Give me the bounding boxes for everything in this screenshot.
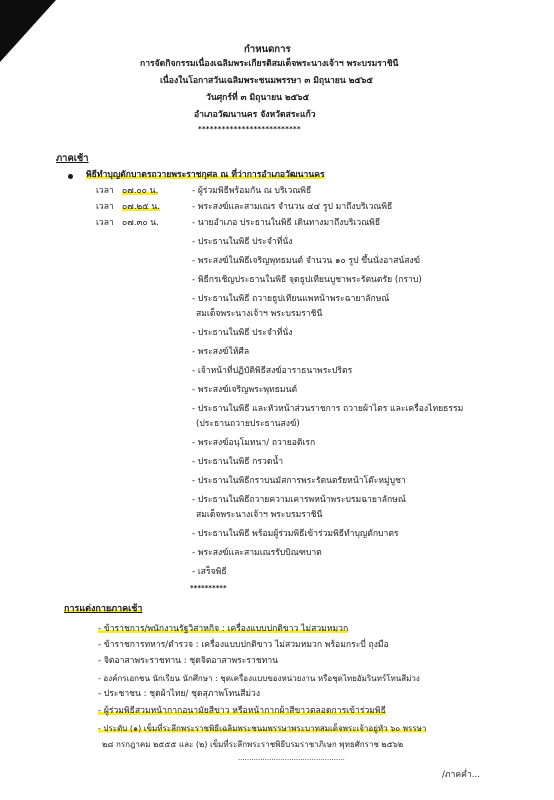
doc-subtitle-2: เนื่องในโอกาสวันเฉลิมพระชนมพรรษา ๓ มิถุนายน ๒๕๖๕ <box>160 76 373 86</box>
event-title-text: พิธีทำบุญตักบาตรถวายพระราชกุศล ณ ที่ว่าการอำเภอวัฒนานคร <box>86 170 325 180</box>
section-stars: ********** <box>190 584 227 592</box>
dress-heading-text: การแต่งกายภาคเช้า <box>64 604 143 614</box>
dress-item <box>98 624 348 635</box>
program-step: - เสร็จพิธี <box>192 567 227 577</box>
event-title <box>86 170 325 181</box>
dress-item: ๒๘ กรกฎาคม ๒๕๕๕ และ (๒) เข็มที่ระลึกพระราชพิธีบรมราชาภิเษก พุทธศักราช ๒๕๖๒ <box>102 740 404 749</box>
program-step: - พระสงฆ์เจริญพระพุทธมนต์ <box>192 385 298 395</box>
schedule-time: ๐๗.๓๐ น. <box>122 218 159 228</box>
dress-item-text: - ผู้ร่วมพิธีสวมหน้ากากอนามัยสีขาว หรือหน้ากากผ้าสีขาวตลอดการเข้าร่วมพิธี <box>98 706 386 716</box>
dress-item: - ข้าราชการทหาร/ตำรวจ : เครื่องแบบปกติขาว ไม่สวมหมวก พร้อมกระบี่ ถุงมือ <box>98 640 389 650</box>
program-step: - พระสงฆ์ในพิธีเจริญพุทธมนต์ จำนวน ๑๐ รูป ขึ้นนั่งอาสน์สงฆ์ <box>192 256 421 266</box>
schedule-time-label: เวลา <box>96 218 114 228</box>
dress-heading <box>64 604 142 615</box>
bullet-mark <box>68 174 73 179</box>
doc-subtitle-1: การจัดกิจกรรมเนื่องเฉลิมพระเกียรติสมเด็จพระนางเจ้าฯ พระบรมราชินี <box>140 59 399 69</box>
header-stars: ************************** <box>198 125 301 133</box>
dress-item: - องค์กรเอกชน นักเรียน นักศึกษา : ชุดเครื่องแบบของหน่วยงาน หรือชุดไทยอัมรินทร์โทนสีม่วง <box>98 674 420 683</box>
schedule-time <box>122 186 158 197</box>
schedule-text: - นายอำเภอ ประธานในพิธี เดินทางมาถึงบริเวณพิธี <box>192 218 381 228</box>
program-step: - ประธานในพิธี และหัวหน้าส่วนราชการ ถวายผ้าไตร และเครื่องไทยธรรม <box>192 404 464 414</box>
program-step: - ประธานในพิธี พร้อมผู้ร่วมพิธีเข้าร่วมพิธีทำบุญตักบาตร <box>192 529 399 539</box>
dress-item: - จิตอาสาพระราชทาน : ชุดจิตอาสาพระราชทาน <box>98 656 279 666</box>
schedule-text: - พระสงฆ์และสามเณร จำนวน ๔๔ รูป มาถึงบริเวณพิธี <box>192 202 393 212</box>
dress-item <box>98 706 386 717</box>
program-step: สมเด็จพระนางเจ้าฯ พระบรมราชินี <box>196 309 323 319</box>
program-step: - พระสงฆ์อนุโมทนา/ ถวายอติเรก <box>192 438 316 448</box>
program-step: - เจ้าหน้าที่ปฏิบัติพิธีสงฆ์อาราธนาพระปริตร <box>192 366 353 376</box>
schedule-time-label: เวลา <box>96 186 114 196</box>
program-step: - ประธานในพิธีกราบนมัสการพระรัตนตรัยหน้าโต๊ะหมู่บูชา <box>192 476 406 486</box>
dress-item-text: - ประดับ (๑) เข็มที่ระลึกพระราชพิธีเฉลิมพระชนมพรรษาพระบาทสมเด็จพระเจ้าอยู่หัว ๖๐ พรรษา <box>98 724 427 733</box>
morning-heading: ภาคเช้า <box>56 153 89 164</box>
program-step: - ประธานในพิธี กรวดน้ำ <box>192 457 284 467</box>
program-step: (ประธานถวายประธานสงฆ์) <box>196 419 300 429</box>
program-step: - พระสงฆ์และสามเณรรับบิณฑบาต <box>192 548 322 558</box>
doc-title: กำหนดการ <box>244 44 291 55</box>
schedule-time <box>122 202 160 213</box>
dotted-line: ................................................ <box>238 754 345 762</box>
program-step: - พระสงฆ์ให้ศีล <box>192 347 250 357</box>
program-step: - ประธานในพิธี ประจำที่นั่ง <box>192 237 293 247</box>
doc-date: วันศุกร์ที่ ๓ มิถุนายน ๒๕๖๕ <box>206 93 310 103</box>
schedule-text: - ผู้ร่วมพิธีพร้อมกัน ณ บริเวณพิธี <box>192 186 312 196</box>
dress-item: - ประชาชน : ชุดผ้าไทย/ ชุดสุภาพโทนสีม่วง <box>98 689 261 699</box>
program-step: สมเด็จพระนางเจ้าฯ พระบรมราชินี <box>196 510 323 520</box>
schedule-time-label: เวลา <box>96 202 114 212</box>
program-step: - พิธีกรเชิญประธานในพิธี จุดธูปเทียนบูชาพระรัตนตรัย (กราบ) <box>192 275 422 285</box>
program-step: - ประธานในพิธี ประจำที่นั่ง <box>192 328 293 338</box>
dress-item <box>98 723 426 734</box>
doc-location: อำเภอวัฒนานคร จังหวัดสระแก้ว <box>194 110 316 120</box>
schedule-time-text: ๐๗.๒๕ น. <box>122 202 160 212</box>
program-step: - ประธานในพิธี ถวายธูปเทียนแพหน้าพระฉายาลักษณ์ <box>192 294 390 304</box>
continued-note: /ภาคค่ำ... <box>442 770 480 780</box>
program-step: - ประธานในพิธีถวายความเคารพหน้าพระบรมฉายาลักษณ์ <box>192 495 406 505</box>
dress-item-text: - ข้าราชการ/พนักงานรัฐวิสาหกิจ : เครื่องแบบปกติขาว ไม่สวมหมวก <box>98 624 349 634</box>
schedule-time-text: ๐๗.๐๐ น. <box>122 186 159 196</box>
